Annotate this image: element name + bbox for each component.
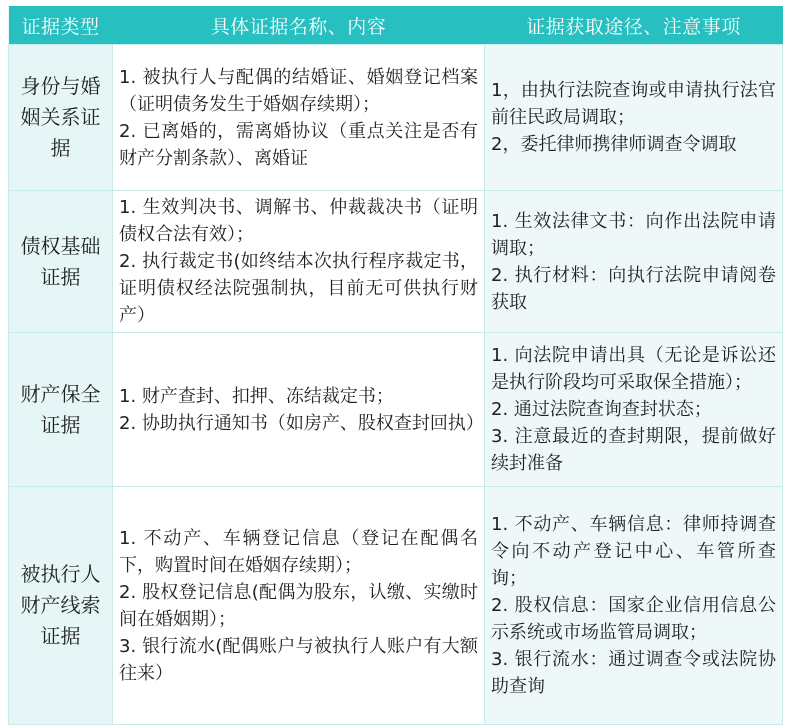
table-row <box>9 333 783 487</box>
content-item: 2. 股权登记信息(配偶为股东，认缴、实缴时间在婚姻期）； <box>119 581 478 630</box>
content-item: 1. 不动产、车辆登记信息（登记在配偶名下，购置时间在婚姻存续期）； <box>119 527 478 576</box>
header-evidence-content: 具体证据名称、内容 <box>113 6 485 45</box>
evidence-type-cell: 身份与婚姻关系证据 <box>9 45 113 191</box>
evidence-channel-cell <box>485 45 783 191</box>
evidence-content-cell <box>113 333 485 487</box>
content-item: 2. 协助执行通知书（如房产、股权查封回执） <box>119 412 484 434</box>
evidence-content-cell <box>113 45 485 191</box>
evidence-channel-cell <box>485 487 783 725</box>
content-item: 1. 财产查封、扣押、冻结裁定书； <box>119 385 394 407</box>
content-item: 2. 已离婚的，需离婚协议（重点关注是否有财产分割条款）、离婚证 <box>119 120 478 169</box>
evidence-channel-cell <box>485 191 783 333</box>
content-item: 3. 银行流水(配偶账户与被执行人账户有大额往来） <box>119 635 478 684</box>
table-row <box>9 487 783 725</box>
channel-item: 2. 股权信息：国家企业信用信息公示系统或市场监管局调取； <box>491 595 776 643</box>
content-item: 1. 被执行人与配偶的结婚证、婚姻登记档案（证明债务发生于婚姻存续期）； <box>119 66 478 115</box>
evidence-type-cell: 债权基础证据 <box>9 191 113 333</box>
header-row <box>9 6 783 45</box>
evidence-table-container <box>8 6 782 720</box>
channel-item: 1. 生效法律文书：向作出法院申请调取； <box>491 210 776 259</box>
content-item: 1. 生效判决书、调解书、仲裁裁决书（证明债权合法有效）； <box>119 197 478 245</box>
evidence-type-cell: 财产保全证据 <box>9 333 113 487</box>
channel-item: 2，委托律师携律师调查令调取 <box>491 134 737 155</box>
evidence-content-cell <box>113 191 485 333</box>
table-row <box>9 45 783 191</box>
channel-item: 1，由执行法院查询或申请执行法官前往民政局调取； <box>491 80 776 128</box>
content-item: 2. 执行裁定书(如终结本次执行程序裁定书，证明债权经法院强制执，目前无可供执行财产） <box>119 251 478 326</box>
channel-item: 1. 不动产、车辆信息：律师持调查令向不动产登记中心、车管所查询； <box>491 514 776 589</box>
header-evidence-type: 证据类型 <box>9 6 113 45</box>
evidence-table <box>8 6 783 725</box>
evidence-channel-cell <box>485 333 783 487</box>
header-evidence-channel: 证据获取途径、注意事项 <box>485 6 783 45</box>
table-row <box>9 191 783 333</box>
channel-item: 3. 注意最近的查封期限，提前做好续封准备 <box>491 426 776 474</box>
channel-item: 2. 通过法院查询查封状态； <box>491 399 712 420</box>
evidence-type-cell: 被执行人财产线索证据 <box>9 487 113 725</box>
channel-item: 1. 向法院申请出具（无论是诉讼还是执行阶段均可采取保全措施）； <box>491 345 776 393</box>
evidence-content-cell <box>113 487 485 725</box>
channel-item: 2. 执行材料：向执行法院申请阅卷获取 <box>491 264 776 313</box>
channel-item: 3. 银行流水：通过调查令或法院协助查询 <box>491 649 776 697</box>
